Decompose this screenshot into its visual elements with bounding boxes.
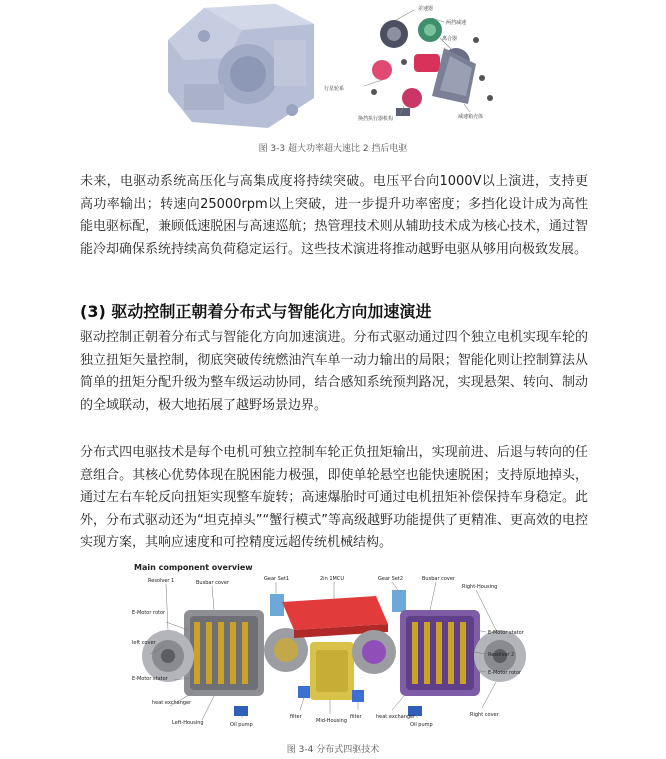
label-differential: 差速器 <box>418 6 434 12</box>
label-gear-set-1: Gear Set1 <box>264 576 290 582</box>
drive-housing-illustration <box>168 4 314 128</box>
label-clutch: 离合器 <box>442 36 458 42</box>
label-emotor-stator-left: E-Motor stator <box>132 676 168 682</box>
figure-2-speed-drive <box>164 0 504 132</box>
label-emotor-rotor-right: E-Motor rotor <box>488 670 522 676</box>
label-two-speed-reduction: 两挡减速 <box>446 20 467 26</box>
label-busbar-cover-left: Busbar cover <box>196 580 229 586</box>
section-heading-3: (3) 驱动控制正朝着分布式与智能化方向加速演进 <box>80 302 432 321</box>
figure-main-component-overview <box>130 560 540 738</box>
figure-caption-3-3: 图 3-3 超大功率超大速比 2 挡后电驱 <box>258 144 408 154</box>
label-heat-exchanger-right: heat exchanger <box>376 714 416 720</box>
label-oil-pump-right: Oil pump <box>410 722 433 728</box>
paragraph-future-trends: 未来，电驱动系统高压化与高集成度将持续突破。电压平台向1000V以上演进，支持更高功率输出；转速向25000rpm以上突破，进一步提升功率密度；多挡化设计成为高性能电驱标配，兼顾低速脱困与高速巡航；热管理技术则从辅助技术成为核心技术，通过智能冷却确保系统持续高负荷稳定运行。这些技术演进将推动越野电驱从够用向极致发展。 <box>80 174 588 257</box>
label-right-cover: Right cover <box>470 712 499 718</box>
figure-title: Main component overview <box>134 563 253 572</box>
label-filter-right: filter <box>350 714 362 720</box>
label-emotor-rotor-left: E-Motor rotor <box>132 610 166 616</box>
label-resolver-2: Resolver 2 <box>488 652 515 658</box>
label-emotor-stator-right: E-Motor stator <box>488 630 524 636</box>
paragraph-distributed-4wd: 分布式四电驱技术是每个电机可独立控制车轮正负扭矩输出，实现前进、后退与转向的任意组合。其核心优势体现在脱困能力极强，即使单轮悬空也能快速脱困；支持原地掉头，通过左右车轮反向扭矩实现整车旋转；高速爆胎时可通过电机扭矩补偿保持车身稳定。此外，分布式驱动还为“坦克掉头”“蟹行模式”等高级越野功能提供了更精准、更高效的电控实现方案，其响应速度和可控精度远超传统机械结构。 <box>80 445 588 550</box>
component-illustration <box>142 590 526 716</box>
label-left-housing: Left-Housing <box>172 720 204 726</box>
label-oil-pump-left: Oil pump <box>230 722 253 728</box>
label-left-cover: left cover <box>132 640 156 646</box>
label-resolver-1: Resolver 1 <box>148 578 175 584</box>
label-reducer-housing: 减速箱壳体 <box>458 114 484 120</box>
label-filter-left: filter <box>290 714 302 720</box>
label-mid-housing: Mid-Housing <box>316 718 348 724</box>
label-shift-actuator: 换挡执行器机构 <box>358 116 394 122</box>
label-gear-set-2: Gear Set2 <box>378 576 404 582</box>
label-2in1-mcu: 2in 1MCU <box>320 576 344 582</box>
figure-caption-3-4: 图 3-4 分布式四驱技术 <box>286 745 380 755</box>
label-heat-exchanger-left: heat exchanger <box>152 700 192 706</box>
label-busbar-cover-right: Busbar cover <box>422 576 455 582</box>
label-planetary-gearset: 行星轮系 <box>324 86 345 92</box>
label-right-housing: Right-Housing <box>462 584 498 590</box>
exploded-parts-illustration <box>371 18 493 116</box>
paragraph-drive-control: 驱动控制正朝着分布式与智能化方向加速演进。分布式驱动通过四个独立电机实现车轮的独立扭矩矢量控制，彻底突破传统燃油汽车单一动力输出的局限；智能化则让控制算法从简单的扭矩分配升级为整车级运动协同，结合感知系统预判路况，实现悬架、转向、制动的全域联动，极大地拓展了越野场景边界。 <box>80 330 588 413</box>
